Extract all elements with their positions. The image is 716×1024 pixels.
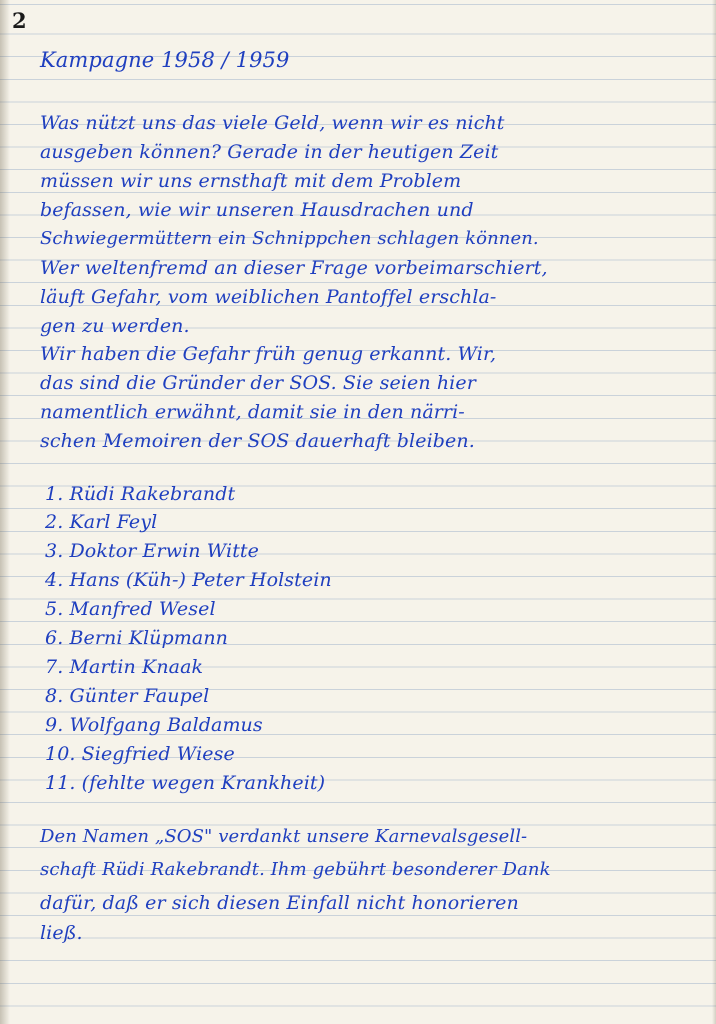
paragraph3-line: Den Namen „SOS" verdankt unsere Karnevalsgesell- [40,826,528,847]
founder-list-item: 5. Manfred Wesel [45,598,216,620]
page-edge [712,0,716,1024]
founder-list-item: 4. Hans (Küh-) Peter Holstein [45,569,332,591]
founder-list-item: 9. Wolfgang Baldamus [45,714,263,736]
paragraph2-line: Wir haben die Gefahr früh genug erkannt. Wir, [40,343,497,365]
paragraph1-line: läuft Gefahr, vom weiblichen Pantoffel erschla- [40,286,497,308]
page-number: 2 [12,8,27,33]
paragraph1-line: befassen, wie wir unseren Hausdrachen und [40,199,474,221]
founder-list-item: 7. Martin Knaak [45,656,204,678]
paragraph3-line: schaft Rüdi Rakebrandt. Ihm gebührt besonderer Dank [40,859,551,880]
founder-list-item: 10. Siegfried Wiese [45,743,235,765]
founder-list-item: 1. Rüdi Rakebrandt [45,483,236,505]
paragraph2-line: namentlich erwähnt, damit sie in den närri- [40,401,465,423]
paragraph3-line: dafür, daß er sich diesen Einfall nicht honorieren [40,892,519,914]
paragraph2-line: das sind die Gründer der SOS. Sie seien hier [40,372,476,394]
paragraph1-line: Schwiegermüttern ein Schnippchen schlagen können. [40,228,539,249]
founder-list-item: 6. Berni Klüpmann [45,627,228,649]
founder-list-item: 3. Doktor Erwin Witte [45,540,260,562]
paragraph1-line: ausgeben können? Gerade in der heutigen Zeit [40,141,499,163]
founder-list-item: 2. Karl Feyl [45,511,158,533]
paragraph1-line: müssen wir uns ernsthaft mit dem Problem [40,170,462,192]
page-title: Kampagne 1958 / 1959 [40,48,290,72]
paragraph2-line: schen Memoiren der SOS dauerhaft bleiben. [40,430,475,452]
paragraph1-line: Wer weltenfremd an dieser Frage vorbeimarschiert, [40,257,548,279]
founder-list-item: 8. Günter Faupel [45,685,210,707]
paragraph1-line: Was nützt uns das viele Geld, wenn wir es nicht [40,112,505,134]
paragraph1-line: gen zu werden. [40,315,190,337]
founder-list-item: 11. (fehlte wegen Krankheit) [45,772,326,794]
binding-shadow [0,0,10,1024]
paragraph3-line: ließ. [40,922,83,944]
